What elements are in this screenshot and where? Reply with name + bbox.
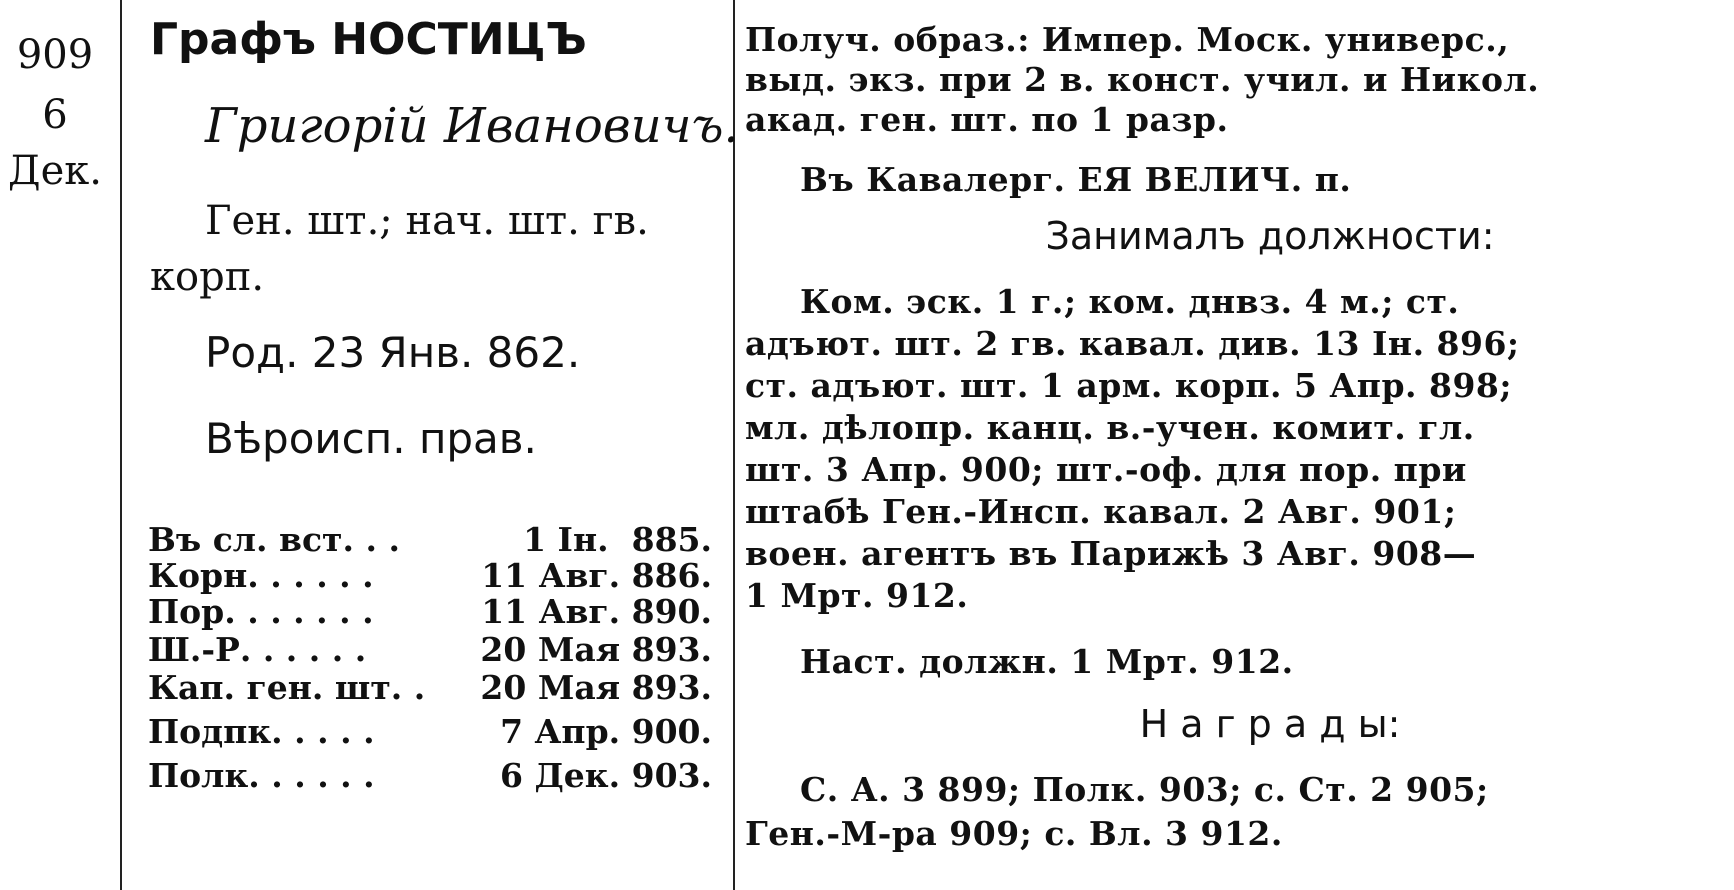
awards-header: Н а г р а д ы:: [1139, 702, 1401, 746]
column-divider-left: [120, 0, 122, 890]
religion: Вѣроисп. прав.: [205, 414, 537, 463]
service-label: Корн. . . . . .: [148, 556, 374, 595]
entry-number: 909: [16, 32, 94, 78]
service-label: Подпк. . . . .: [148, 712, 375, 751]
positions-header: Занималъ должности:: [1045, 214, 1495, 258]
service-date: 6 Дек. 903.: [500, 756, 712, 795]
person-title: Графъ НОСТИЦЪ: [150, 14, 587, 65]
education-line-3: акад. ген. шт. по 1 разр.: [745, 100, 1229, 139]
positions-line: мл. дѣлопр. канц. в.-учен. комит. гл.: [745, 408, 1475, 447]
awards-line-1: С. А. 3 899; Полк. 903; с. Ст. 2 905;: [800, 770, 1489, 809]
positions-line: Ком. эск. 1 г.; ком. днвз. 4 м.; ст.: [800, 282, 1460, 321]
entry-day: 6: [42, 92, 68, 138]
service-date: 20 Мая 893.: [480, 630, 712, 669]
service-label: Пор. . . . . . .: [148, 592, 374, 631]
positions-line: ст. адъют. шт. 1 арм. корп. 5 Апр. 898;: [745, 366, 1513, 405]
position-line-1: Ген. шт.; нач. шт. гв.: [205, 198, 649, 244]
awards-line-2: Ген.-М-ра 909; с. Вл. 3 912.: [745, 814, 1283, 853]
service-label: Въ сл. вст. . .: [148, 520, 400, 559]
service-date: 11 Авг. 886.: [481, 556, 712, 595]
service-label: Полк. . . . . .: [148, 756, 375, 795]
service-date: 1 Ін. 885.: [523, 520, 712, 559]
service-date: 20 Мая 893.: [480, 668, 712, 707]
service-date: 7 Апр. 900.: [500, 712, 712, 751]
regiment: Въ Кавалерг. ЕЯ ВЕЛИЧ. п.: [800, 160, 1352, 199]
birth-date: Род. 23 Янв. 862.: [205, 328, 581, 377]
service-label: Ш.-Р. . . . . .: [148, 630, 367, 669]
positions-line: шт. 3 Апр. 900; шт.-оф. для пор. при: [745, 450, 1467, 489]
service-date: 11 Авг. 890.: [481, 592, 712, 631]
positions-line: адъют. шт. 2 гв. кавал. див. 13 Ін. 896;: [745, 324, 1520, 363]
education-line-1: Получ. образ.: Импер. Моск. универс.,: [745, 20, 1510, 59]
current-position: Наст. должн. 1 Мрт. 912.: [800, 642, 1294, 681]
entry-month: Дек.: [8, 148, 102, 194]
positions-line: 1 Мрт. 912.: [745, 576, 969, 615]
person-name: Григорій Ивановичъ.: [205, 98, 739, 154]
positions-line: штабѣ Ген.-Инсп. кавал. 2 Авг. 901;: [745, 492, 1457, 531]
education-line-2: выд. экз. при 2 в. конст. учил. и Никол.: [745, 60, 1540, 99]
position-line-2: корп.: [150, 254, 265, 300]
positions-line: воен. агентъ въ Парижѣ 3 Авг. 908—: [745, 534, 1477, 573]
service-label: Кап. ген. шт. .: [148, 668, 426, 707]
